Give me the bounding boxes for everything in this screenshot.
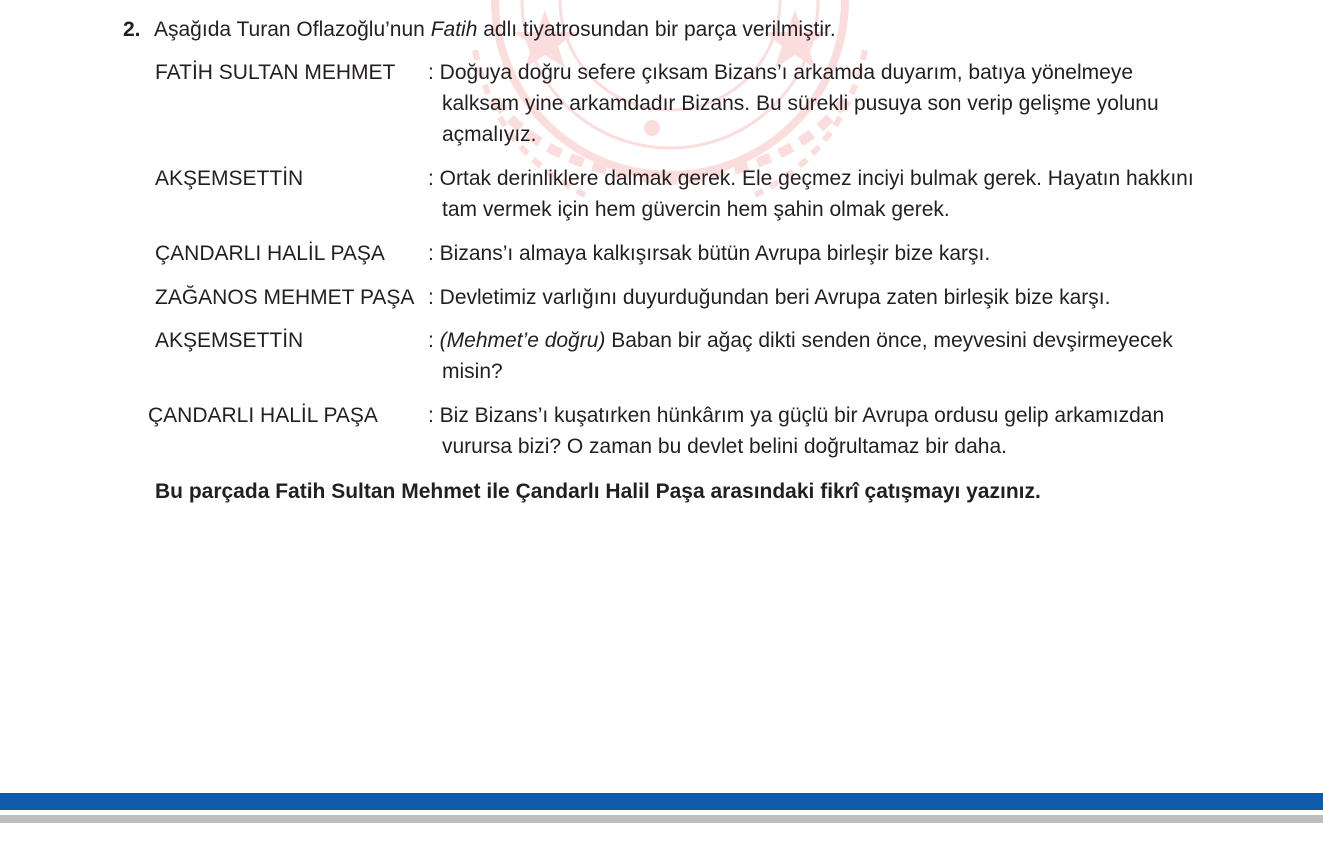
question-intro-text-end: adlı tiyatrosundan bir parça verilmiştir. bbox=[477, 18, 836, 41]
speech-text: Bizans’ı almaya kalkışırsak bütün Avrupa birleşir bize karşı. bbox=[439, 242, 991, 265]
footer-gray-stripe bbox=[0, 815, 1323, 823]
dialogue-speaker: AKŞEMSETTİN bbox=[155, 167, 304, 190]
speech-text: Ortak derinliklere dalmak gerek. Ele geçmez inciyi bulmak gerek. Hayatın hakkını tam vermek için hem güvercin hem şahin olmak gerek. bbox=[439, 167, 1194, 221]
speech-colon: : bbox=[428, 329, 440, 352]
stage-direction: (Mehmet’e doğru) bbox=[439, 329, 606, 352]
dialogue-speaker: ÇANDARLI HALİL PAŞA bbox=[155, 242, 385, 265]
question-intro-text: Aşağıda Turan Oflazoğlu’nun bbox=[154, 18, 431, 41]
speech-text: Biz Bizans’ı kuşatırken hünkârım ya güçlü bir Avrupa ordusu gelip arkamızdan vurursa bizi? O zaman bu devlet belini doğrultamaz bir daha. bbox=[439, 404, 1165, 458]
dialogue-speaker: FATİH SULTAN MEHMET bbox=[155, 61, 396, 84]
speech-colon: : bbox=[428, 61, 440, 84]
play-title: Fatih bbox=[430, 18, 478, 41]
speech-text: Baban bir ağaç dikti senden önce, meyvesini devşirmeyecek misin? bbox=[442, 329, 1173, 383]
dialogue-line bbox=[428, 238, 1213, 269]
footer-blue-stripe bbox=[0, 793, 1323, 810]
speech-colon: : bbox=[428, 167, 440, 190]
dialogue-line bbox=[428, 57, 1213, 150]
speech-text: Devletimiz varlığını duyurduğundan beri Avrupa zaten birleşik bize karşı. bbox=[439, 286, 1111, 309]
dialogue-line bbox=[428, 163, 1213, 225]
dialogue-line bbox=[428, 400, 1213, 462]
dialogue-speaker: ZAĞANOS MEHMET PAŞA bbox=[155, 286, 415, 309]
question-intro bbox=[123, 14, 836, 45]
speech-colon: : bbox=[428, 404, 440, 427]
speech-colon: : bbox=[428, 242, 440, 265]
dialogue-line bbox=[428, 325, 1213, 387]
dialogue-line bbox=[428, 282, 1213, 313]
dialogue-speaker: ÇANDARLI HALİL PAŞA bbox=[148, 404, 378, 427]
speech-text: Doğuya doğru sefere çıksam Bizans’ı arkamda duyarım, batıya yönelmeye kalksam yine arkamdadır Bizans. Bu sürekli pusuya son verip gelişme yolunu açmalıyız. bbox=[439, 61, 1159, 146]
speech-colon: : bbox=[428, 286, 440, 309]
dialogue-speaker: AKŞEMSETTİN bbox=[155, 329, 304, 352]
task-instruction: Bu parçada Fatih Sultan Mehmet ile Çandarlı Halil Paşa arasındaki fikrî çatışmayı yazınız. bbox=[155, 480, 1041, 503]
question-number: 2. bbox=[123, 18, 141, 41]
